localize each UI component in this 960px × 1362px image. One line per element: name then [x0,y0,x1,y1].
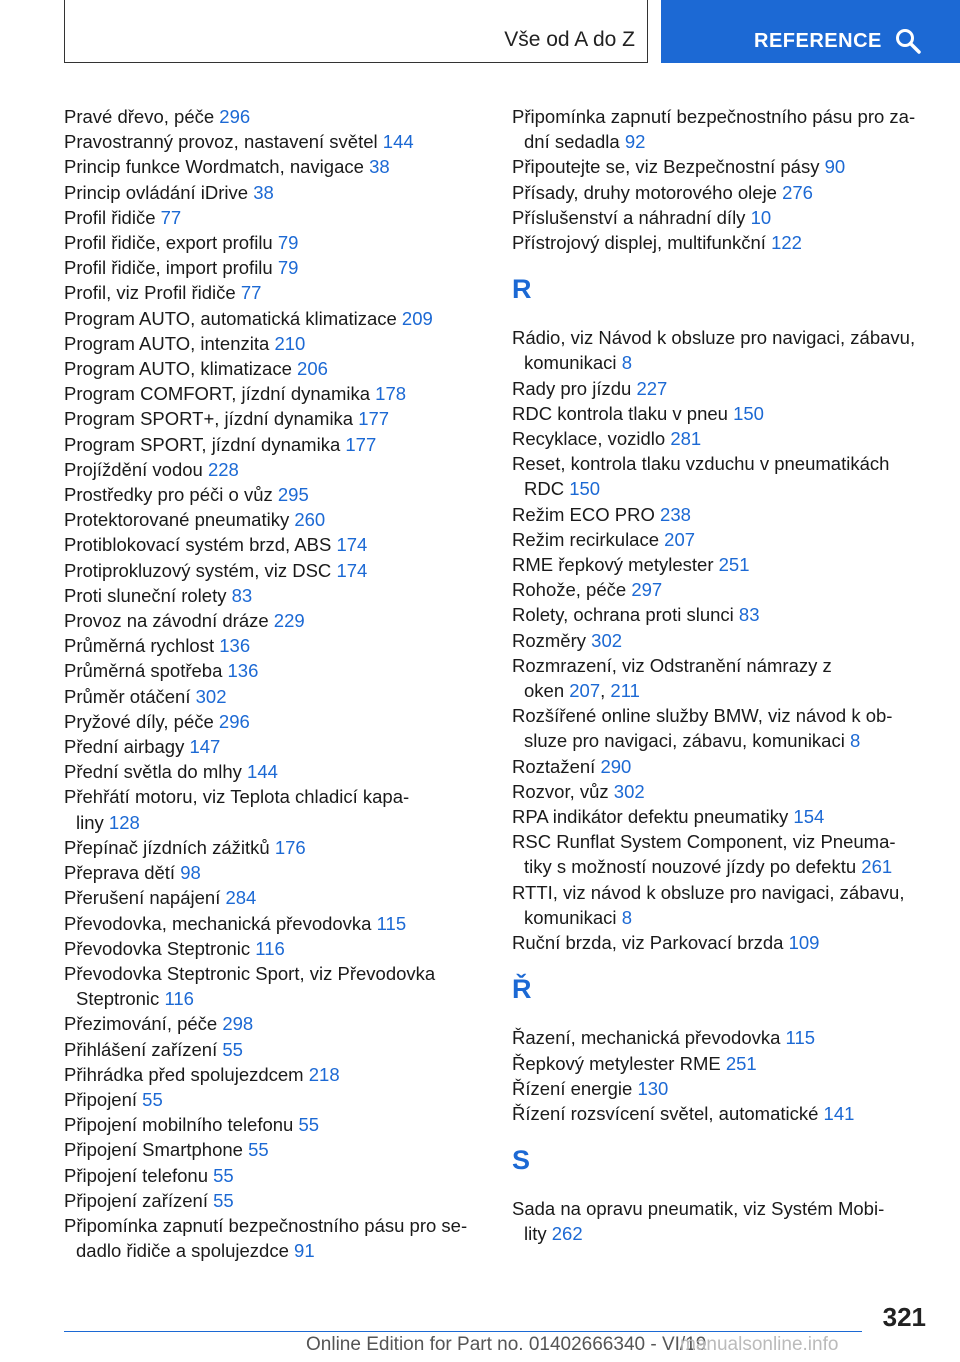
entry-term: Program SPORT, jízdní dynamika [64,433,346,455]
entry-term: RPA indikátor defektu pneumatiky [512,806,794,828]
page-reference-link[interactable]: 284 [225,887,257,909]
index-entry [512,104,932,154]
entry-continuation [76,1238,484,1263]
entry-term-continuation: dní sedadla [524,131,625,153]
entry-continuation [76,810,484,835]
entry-term: Rolety, ochrana proti slunci [512,604,739,626]
entry-term: Protektorované pneumatiky [64,509,295,531]
entry-term: Provoz na závodní dráze [64,610,274,632]
reference-separator: , [600,680,611,702]
page-reference-link[interactable]: 281 [670,428,702,450]
page-reference-link[interactable]: 150 [733,402,764,424]
entry-term: Rohože, péče [512,579,632,601]
page-reference-link[interactable]: 207 [569,680,601,702]
entry-term-continuation: sluze pro navigaci, zábavu, komunikaci [524,730,850,752]
entry-term: Převodovka Steptronic Sport, viz Převodovka [64,962,436,984]
page-reference-link[interactable]: 83 [231,584,253,606]
page-reference-link[interactable]: 261 [861,856,893,878]
footer-divider [64,1331,862,1332]
entry-term: Režim recirkulace [512,528,665,550]
entry-term: Řízení rozsvícení světel, automatické [512,1102,824,1124]
entry-term: Připojení zařízení [64,1189,214,1211]
page-reference-link[interactable]: 302 [591,629,623,651]
entry-term: Průměr otáčení [64,685,196,707]
page-reference-link[interactable]: 206 [297,358,328,380]
page-reference-link[interactable]: 218 [308,1063,340,1085]
entry-term-continuation: dadlo řidiče a spolujezdce [76,1240,295,1262]
entry-continuation [524,728,932,753]
index-entry [512,804,932,829]
index-entry [64,1137,484,1162]
page-reference-link[interactable]: 55 [222,1038,243,1060]
entry-term: Roztažení [512,755,601,777]
entry-term: Přerušení napájení [64,887,226,909]
index-entry [512,205,932,230]
entry-term: Příslušenství a náhradní díly [512,206,751,228]
page-reference-link[interactable]: 130 [637,1077,669,1099]
page-reference-link[interactable]: 147 [189,736,221,758]
index-entry [512,451,932,501]
entry-term: RTTI, viz návod k obsluze pro navigaci, zábavu, [512,881,905,903]
index-entry [64,1112,484,1137]
entry-term: Profil, viz Profil řidiče [64,282,241,304]
section-letter: S [512,1145,531,1176]
index-entry [64,180,484,205]
index-entry [64,205,484,230]
index-entry [512,325,932,375]
page-reference-link[interactable]: 77 [160,206,182,228]
entry-term: Připojení mobilního telefonu [64,1114,299,1136]
index-entry [64,432,484,457]
index-entry [64,1188,484,1213]
page-reference-link[interactable]: 98 [180,862,201,884]
page-reference-link[interactable]: 38 [369,156,390,178]
section-letter: Ř [512,974,532,1005]
entry-term: Přehřátí motoru, viz Teplota chladicí kapa- [64,786,410,808]
entry-term: Ruční brzda, viz Parkovací brzda [512,932,789,954]
index-entry [64,1037,484,1062]
page-reference-link[interactable]: 83 [738,604,760,626]
section-letter: R [512,274,532,305]
index-entry [64,1087,484,1112]
page-reference-link[interactable]: 109 [788,932,820,954]
entry-term-continuation: tiky s možností nouzové jízdy po defektu [524,856,862,878]
page-reference-link[interactable]: 298 [222,1013,254,1035]
index-entry [64,784,484,834]
index-entry [512,426,932,451]
index-entry [64,104,484,129]
entry-term: Převodovka Steptronic [64,937,256,959]
chapter-title: Vše od A do Z [504,28,635,51]
page-reference-link[interactable]: 79 [277,257,299,279]
page-reference-link[interactable]: 211 [610,680,640,702]
entry-term: Přední airbagy [64,736,190,758]
entry-term: Řazení, mechanická převodovka [512,1027,786,1049]
entry-term: Sada na opravu pneumatik, viz Systém Mobi- [512,1198,885,1220]
index-entry [512,1196,932,1246]
header-chapter-box [64,0,648,63]
index-entry [64,961,484,1011]
entry-term-continuation: oken [524,680,570,702]
index-entry [64,129,484,154]
index-entry [512,930,932,955]
page-reference-link[interactable]: 296 [219,106,251,127]
page-reference-link[interactable]: 116 [164,988,194,1010]
entry-term: Protiprokluzový systém, viz DSC [64,559,337,581]
entry-term: Reset, kontrola tlaku vzduchu v pneumatikách [512,453,890,475]
index-entry [64,860,484,885]
entry-term: Přezimování, péče [64,1013,223,1035]
entry-term: Program AUTO, intenzita [64,332,275,354]
entry-continuation [524,476,932,501]
page-reference-link[interactable]: 141 [823,1102,855,1124]
page-reference-link[interactable]: 177 [358,408,390,430]
page-reference-link[interactable]: 38 [253,181,274,203]
entry-term: Pravostranný provoz, nastavení světel [64,131,383,153]
page-reference-link[interactable]: 116 [255,937,285,959]
index-entry [64,608,484,633]
entry-term: Připomínka zapnutí bezpečnostního pásu pro za- [512,106,916,127]
index-entry [512,653,932,703]
index-entry [512,779,932,804]
page-reference-link[interactable]: 92 [624,131,646,153]
entry-continuation [524,854,932,879]
entry-term-continuation: Steptronic [76,988,165,1010]
page-reference-link[interactable]: 174 [336,534,368,556]
page-reference-link[interactable]: 55 [213,1164,234,1186]
entry-term: Řepkový metylester RME [512,1052,726,1074]
entry-term: Průměrná spotřeba [64,660,228,682]
index-entry [64,406,484,431]
page-reference-link[interactable]: 229 [273,610,305,632]
page-reference-link[interactable]: 10 [750,206,772,228]
entry-term: Přední světla do mlhy [64,761,248,783]
page-reference-link[interactable]: 128 [108,811,140,833]
index-entry [64,482,484,507]
page-reference-link[interactable]: 79 [277,232,299,254]
entry-continuation [524,350,932,375]
index-entry [64,936,484,961]
index-entry [512,602,932,627]
entry-term-continuation: liny [76,811,109,833]
page-reference-link[interactable]: 8 [849,730,861,752]
index-entry [64,1011,484,1036]
page-reference-link[interactable]: 227 [636,377,668,399]
entry-continuation [524,129,932,154]
entry-term: Připojení Smartphone [64,1139,249,1161]
entry-term: Princip funkce Wordmatch, navigace [64,156,370,178]
index-entry [64,734,484,759]
entry-term: Rozšířené online služby BMW, viz návod k ob- [512,705,893,727]
page-reference-link[interactable]: 144 [247,761,278,783]
page-reference-link[interactable]: 154 [793,806,825,828]
footer-edition: Online Edition for Part no. 01402666340 - VI/19 [306,1334,707,1355]
entry-term: Program COMFORT, jízdní dynamika [64,383,376,405]
entry-term: Profil řidiče, import profilu [64,257,278,279]
entry-term: Rozvor, vůz [512,780,614,802]
index-entry [512,1051,932,1076]
index-entry [512,154,932,179]
index-entry [64,255,484,280]
page-reference-link[interactable]: 178 [375,383,407,405]
index-entry [512,1076,932,1101]
page-reference-link[interactable]: 55 [213,1189,234,1211]
page-reference-link[interactable]: 290 [600,755,632,777]
entry-continuation [76,986,484,1011]
index-entry [512,1101,932,1126]
page-reference-link[interactable]: 144 [382,131,414,153]
index-entry [64,633,484,658]
page-reference-link[interactable]: 228 [207,458,239,480]
footer-watermark: manualsonline.info [680,1334,839,1355]
index-entry [64,154,484,179]
entry-term: Program AUTO, klimatizace [64,358,298,380]
index-entry [64,1062,484,1087]
index-entry [64,280,484,305]
page-reference-link[interactable]: 55 [142,1088,163,1110]
entry-term: Pryžové díly, péče [64,710,219,732]
page-reference-link[interactable]: 296 [218,710,250,732]
page-reference-link[interactable]: 207 [664,528,696,550]
entry-term: Princip ovládání iDrive [64,181,254,203]
page-reference-link[interactable]: 8 [621,352,632,374]
index-entry [512,754,932,779]
index-entry [64,457,484,482]
page-reference-link[interactable]: 90 [824,156,846,178]
entry-term-continuation: komunikaci [524,352,622,374]
index-entry [512,376,932,401]
index-entry [64,583,484,608]
entry-term: RME řepkový metylester [512,554,719,576]
entry-term: Přístrojový displej, multifunkční [512,232,772,254]
entry-term: Profil řidiče [64,206,161,228]
page-reference-link[interactable]: 209 [401,307,433,329]
page-reference-link[interactable]: 276 [782,181,813,203]
entry-term: Přísady, druhy motorového oleje [512,181,783,203]
page-reference-link[interactable]: 122 [771,232,802,254]
search-icon[interactable] [895,28,921,54]
entry-term: Připojení [64,1088,143,1110]
index-entry [512,527,932,552]
entry-term: Proti sluneční rolety [64,584,232,606]
page-number: 321 [882,1302,926,1332]
index-entry [512,577,932,602]
reference-tab[interactable] [661,0,960,63]
page-reference-link[interactable]: 176 [274,836,306,858]
entry-term: Převodovka, mechanická převodovka [64,912,377,934]
entry-term: Prostředky pro péči o vůz [64,484,278,506]
entry-term: Rady pro jízdu [512,377,637,399]
index-entry [64,306,484,331]
page-reference-link[interactable]: 295 [277,484,309,506]
entry-term: Recyklace, vozidlo [512,428,671,450]
index-entry [512,880,932,930]
page-reference-link[interactable]: 77 [240,282,262,304]
entry-term: Řízení energie [512,1077,638,1099]
page-reference-link[interactable]: 262 [551,1223,583,1245]
page-reference-link[interactable]: 177 [345,433,377,455]
index-entry [512,1025,932,1050]
index-entry [64,558,484,583]
entry-term: Průměrná rychlost [64,635,220,657]
page-reference-link[interactable]: 174 [336,559,368,581]
index-entry [64,709,484,734]
entry-term: RSC Runflat System Component, viz Pneuma- [512,831,896,853]
entry-term: Připoutejte se, viz Bezpečnostní pásy [512,156,825,178]
page-reference-link[interactable]: 251 [725,1052,757,1074]
index-entry [64,759,484,784]
entry-term: Připojení telefonu [64,1164,214,1186]
index-entry [512,180,932,205]
page-reference-link[interactable]: 136 [219,635,251,657]
entry-continuation [524,678,932,703]
index-entry [512,829,932,879]
entry-term-continuation: RDC [524,478,570,500]
entry-term-continuation: komunikaci [524,906,622,928]
index-entry [64,381,484,406]
index-entry [512,401,932,426]
entry-term: Připomínka zapnutí bezpečnostního pásu pro se- [64,1214,468,1236]
page-reference-link[interactable]: 302 [613,780,645,802]
index-entry [512,628,932,653]
index-entry [64,911,484,936]
entry-continuation [524,1221,932,1246]
page-reference-link[interactable]: 260 [294,509,326,531]
page-reference-link[interactable]: 55 [248,1139,269,1161]
page-reference-link[interactable]: 91 [294,1240,315,1262]
page-reference-link[interactable]: 251 [718,554,750,576]
page-reference-link[interactable]: 238 [660,503,691,525]
entry-term: Projíždění vodou [64,458,208,480]
index-entry [64,835,484,860]
index-entry [64,532,484,557]
page-reference-link[interactable]: 210 [274,332,306,354]
page-reference-link[interactable]: 115 [376,912,407,934]
entry-term: Protiblokovací systém brzd, ABS [64,534,337,556]
entry-term: Pravé dřevo, péče [64,106,220,127]
index-entry [64,885,484,910]
index-entry [64,230,484,255]
page-reference-link[interactable]: 150 [569,478,601,500]
entry-term: Přihlášení zařízení [64,1038,223,1060]
index-entry [64,658,484,683]
index-entry [64,507,484,532]
index-entry [64,684,484,709]
entry-term: Profil řidiče, export profilu [64,232,278,254]
index-entry [512,502,932,527]
page-reference-link[interactable]: 55 [298,1114,320,1136]
index-entry [64,1163,484,1188]
entry-term-continuation: lity [524,1223,552,1245]
page-reference-link[interactable]: 302 [195,685,227,707]
entry-term: Přepínač jízdních zážitků [64,836,275,858]
index-entry [64,331,484,356]
index-entry [64,356,484,381]
page-reference-link[interactable]: 136 [227,660,259,682]
page-reference-link[interactable]: 115 [785,1027,816,1049]
entry-term: Program AUTO, automatická klimatizace [64,307,402,329]
entry-continuation [524,905,932,930]
entry-term: Program SPORT+, jízdní dynamika [64,408,359,430]
index-column-left [64,104,484,1263]
index-entry [512,230,932,255]
entry-term: Přeprava dětí [64,862,181,884]
entry-term: Rádio, viz Návod k obsluze pro navigaci, zábavu, [512,327,916,349]
entry-term: Režim ECO PRO [512,503,661,525]
index-entry [512,703,932,753]
entry-term: Rozměry [512,629,592,651]
index-entry [512,552,932,577]
page-reference-link[interactable]: 8 [621,906,632,928]
entry-term: Rozmrazení, viz Odstranění námrazy z [512,654,832,676]
entry-term: RDC kontrola tlaku v pneu [512,402,734,424]
page-reference-link[interactable]: 297 [631,579,663,601]
index-entry [64,1213,484,1263]
entry-term: Přihrádka před spolujezdcem [64,1063,309,1085]
index-column-right [512,104,932,1247]
reference-label: REFERENCE [754,30,882,52]
